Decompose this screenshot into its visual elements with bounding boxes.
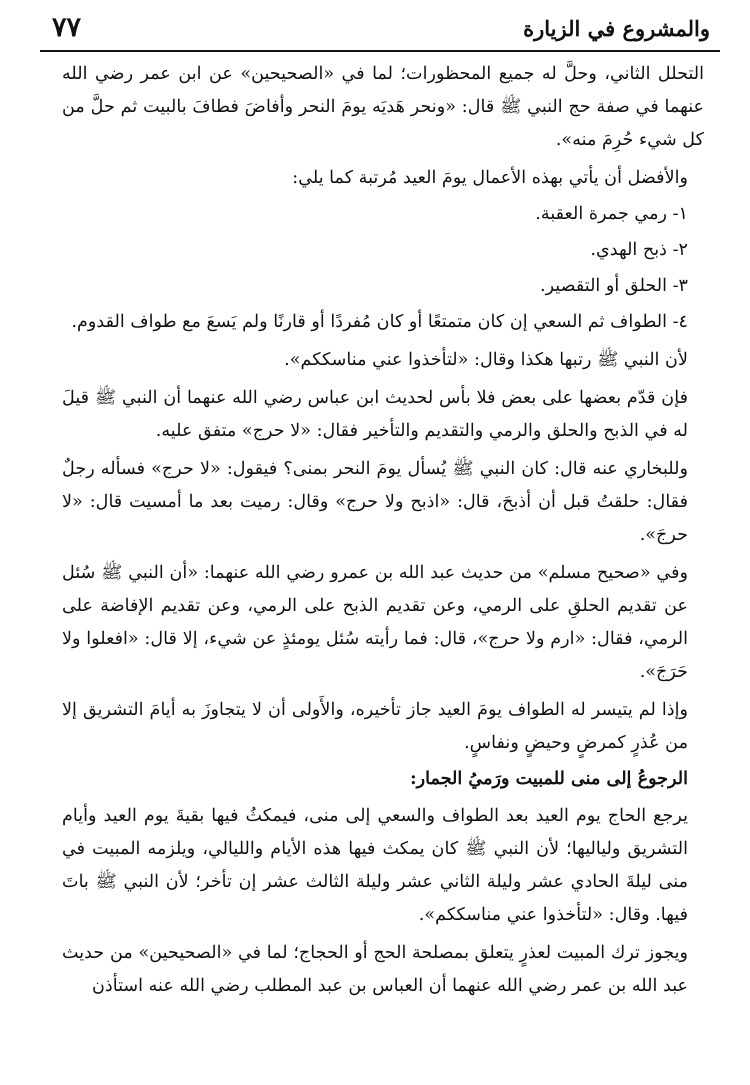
paragraph: لأن النبي ﷺ رتبها هكذا وقال: «لتأخذوا عني مناسككم».	[284, 350, 688, 370]
paragraph: وإذا لم يتيسر له الطواف يومَ العيد جاز تأخيره، والأَولى أن لا يتجاوزَ به أيامَ التشريق إلا من عُذرٍ كمرضٍ وحيضٍ ونفاسٍ.	[62, 700, 688, 753]
list-item: ٣- الحلق أو التقصير.	[540, 276, 688, 296]
paragraph: يرجع الحاج يوم العيد بعد الطواف والسعي إلى منى، فيمكثُ فيها بقيةَ يوم العيد وأيام التشريق ولياليها؛ لأن النبي ﷺ كان يمكث فيها هذه الأيام والليالي، ويلزمه المبيت في منى ليلةَ الحادي عشر وليلة الثاني عشر وليلة الثالث عشر إن تأخر؛ لأن النبي ﷺ باتَ فيها. وقال: «لتأخذوا عني مناسككم».	[62, 806, 688, 925]
list-item: ١- رمي جمرة العقبة.	[535, 204, 688, 224]
page-body	[62, 58, 704, 1003]
paragraph: وللبخاري عنه قال: كان النبي ﷺ يُسأل يومَ النحر بمنى؟ فيقول: «لا حرج» فسأله رجلٌ فقال: حلقتُ قبل أن أذبحَ، قال: «اذبح ولا حرج» وقال: رميت بعد ما أمسيت قال: «لا حرجَ».	[62, 459, 688, 545]
page-header	[40, 10, 720, 52]
paragraph: ويجوز ترك المبيت لعذرٍ يتعلق بمصلحة الحج أو الحجاج؛ لما في «الصحيحين» من حديث عبد الله بن عمر رضي الله عنهما أن العباس بن عبد المطلب رضي الله عنه استأذن	[62, 943, 688, 996]
page-number: ٧٧	[52, 12, 82, 43]
paragraph: فإن قدّم بعضها على بعض فلا بأس لحديث ابن عباس رضي الله عنهما أن النبي ﷺ قيلَ له في الذبح والحلق والرمي والتقديم والتأخير فقال: «لا حرج» متفق عليه.	[62, 388, 688, 441]
paragraph: والأفضل أن يأتي بهذه الأعمال يومَ العيد مُرتبة كما يلي:	[292, 168, 688, 188]
paragraph: وفي «صحيح مسلم» من حديث عبد الله بن عمرو رضي الله عنهما: «أن النبي ﷺ سُئل عن تقديم الحلقِ على الرمي، وعن تقديم الذبح على الرمي، وعن تقديم الإفاضة على الرمي، فقال: «ارم ولا حرج»، قال: فما رأيته سُئل يومئذٍ عن شيء، إلا قال: «افعلوا ولا حَرَجَ».	[62, 563, 688, 682]
section-heading: الرجوعُ إلى منى للمبيت ورَميُ الجمار:	[410, 768, 688, 789]
running-title: والمشروع في الزيارة	[523, 16, 710, 41]
paragraph: التحلل الثاني، وحلَّ له جميع المحظورات؛ لما في «الصحيحين» عن ابن عمر رضي الله عنهما في صفة حج النبي ﷺ قال: «ونحر هَديَه يومَ النحر وأفاضَ فطافَ بالبيت ثم حلَّ من كل شيء حُرِمَ منه».	[62, 64, 704, 150]
list-item: ٢- ذبح الهدي.	[590, 240, 688, 260]
list-item: ٤- الطواف ثم السعي إن كان متمتعًا أو كان مُفردًا أو قارنًا ولم يَسعَ مع طواف القدوم.	[71, 312, 688, 332]
